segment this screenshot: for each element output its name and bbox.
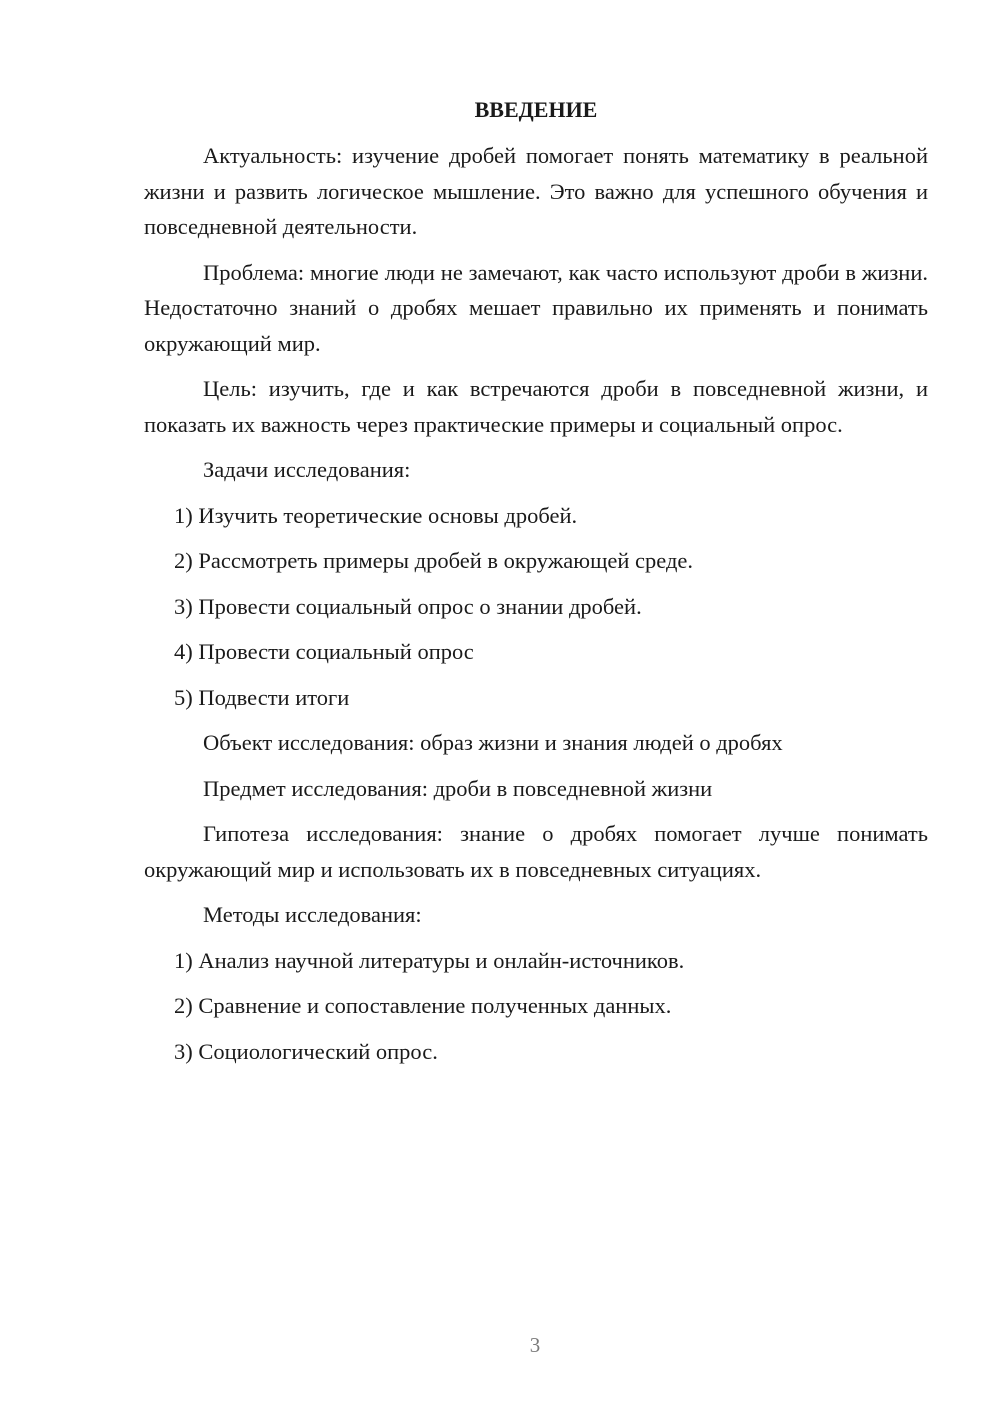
- method-item: 2) Сравнение и сопоставление полученных данных.: [174, 993, 672, 1018]
- task-item: 3) Провести социальный опрос о знании дробей.: [174, 593, 642, 619]
- method-item: 3) Социологический опрос.: [174, 1038, 438, 1064]
- relevance-paragraph: Актуальность: изучение дробей помогает понять математику в реальной жизни и развить логическое мышление. Это важно для успешного обучения и повседневной деятельности.: [144, 143, 928, 239]
- task-item: 5) Подвести итоги: [174, 684, 350, 710]
- tasks-title: Задачи исследования:: [203, 457, 411, 482]
- section-heading: ВВЕДЕНИЕ: [474, 97, 598, 122]
- task-item: 1) Изучить теоретические основы дробей.: [174, 502, 578, 528]
- subject-line: Предмет исследования: дроби в повседневной жизни: [203, 775, 713, 801]
- object-line: Объект исследования: образ жизни и знания людей о дробях: [203, 730, 783, 755]
- page-number: 3: [529, 1333, 541, 1357]
- task-item: 4) Провести социальный опрос: [174, 639, 474, 664]
- page-content: [144, 92, 928, 1079]
- methods-title: Методы исследования:: [203, 902, 422, 927]
- methods-list: [144, 943, 928, 1070]
- method-item: 1) Анализ научной литературы и онлайн-источников.: [174, 947, 685, 973]
- goal-paragraph: Цель: изучить, где и как встречаются дроби в повседневной жизни, и показать их важность через практические примеры и социальный опрос.: [144, 376, 928, 437]
- tasks-list: [144, 498, 928, 716]
- task-item: 2) Рассмотреть примеры дробей в окружающей среде.: [174, 548, 694, 573]
- problem-paragraph: Проблема: многие люди не замечают, как часто используют дроби в жизни. Недостаточно знаний о дробях мешает правильно их применять и понимать окружающий мир.: [144, 259, 928, 356]
- hypothesis-paragraph: Гипотеза исследования: знание о дробях помогает лучше понимать окружающий мир и использовать их в повседневных ситуациях.: [144, 821, 928, 882]
